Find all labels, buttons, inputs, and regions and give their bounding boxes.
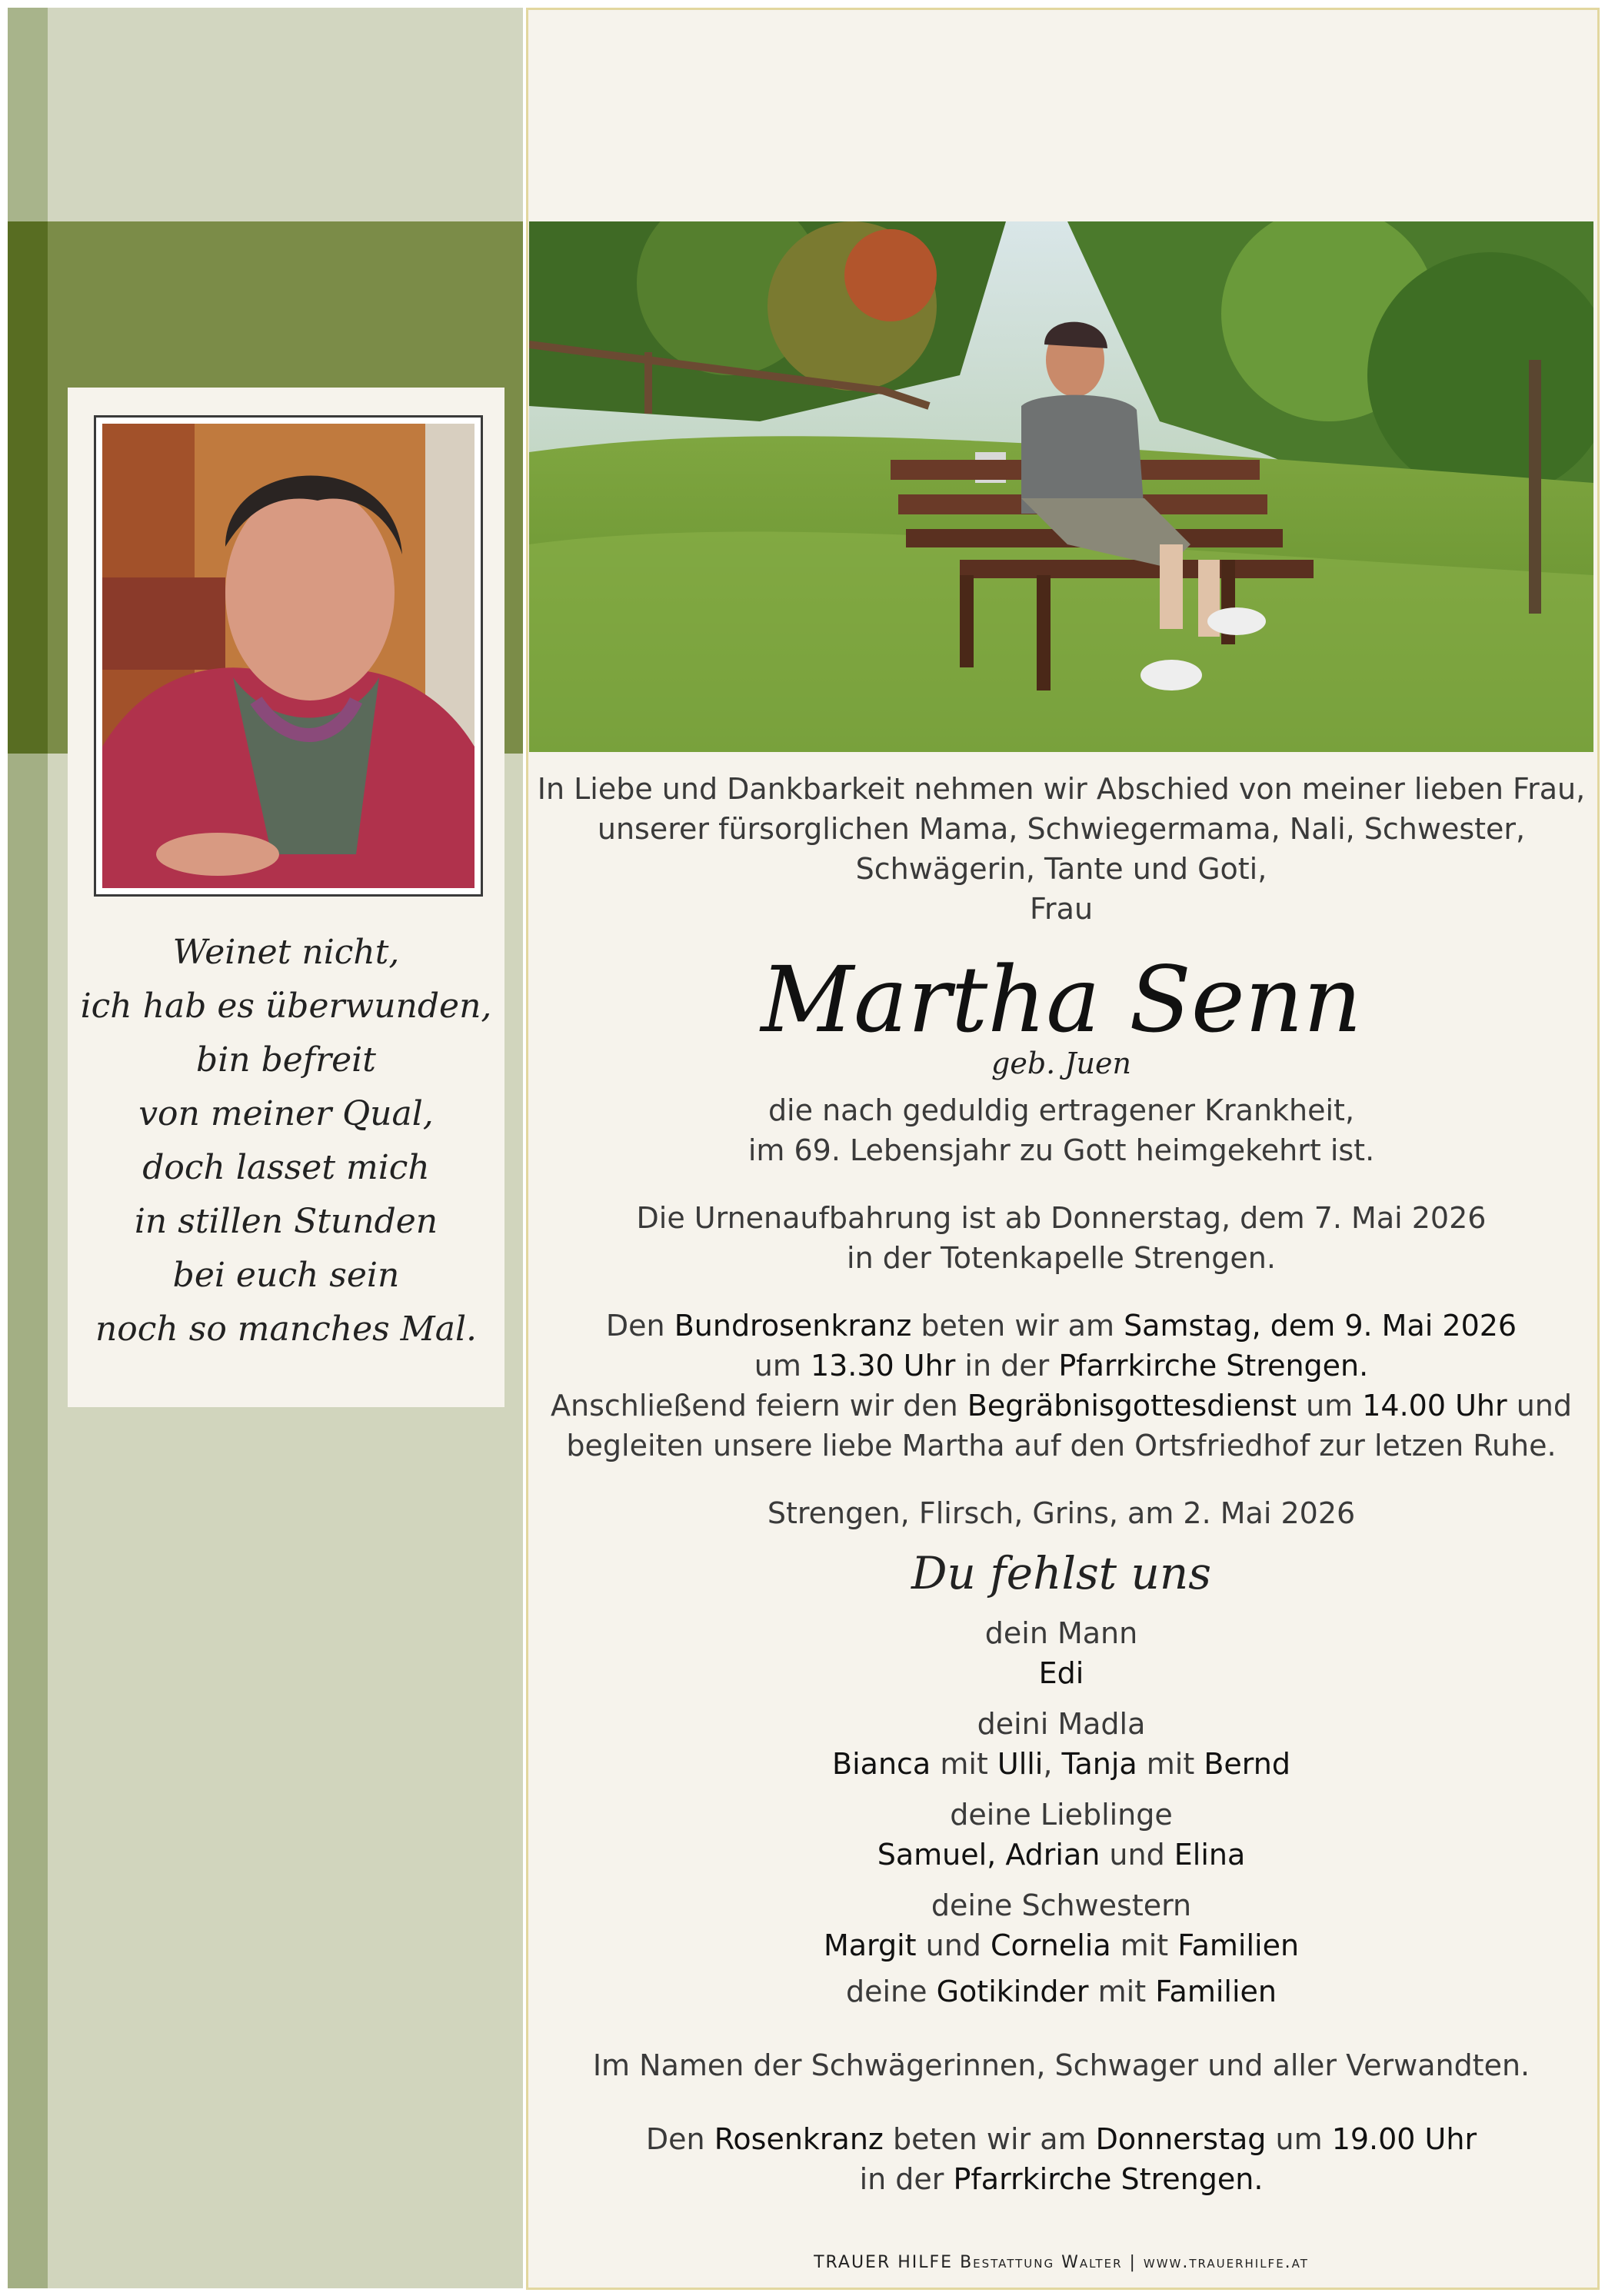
obituary-text (529, 769, 1593, 2199)
deceased-name: Martha Senn (761, 947, 1362, 1053)
poem-line: doch lasset mich (142, 1148, 430, 1187)
viewing-line: in der Totenkapelle Strengen. (847, 1241, 1276, 1275)
family-label: deine Lieblinge (950, 1798, 1173, 1832)
family-label: deine Schwestern (931, 1888, 1192, 1922)
poem (68, 926, 504, 1356)
service-line: um 13.30 Uhr in der Pfarrkirche Strengen. (754, 1349, 1369, 1383)
intro-line: In Liebe und Dankbarkeit nehmen wir Abschied von meiner lieben Frau, (537, 772, 1586, 806)
viewing-line: Die Urnenaufbahrung ist ab Donnerstag, dem 7. Mai 2026 (636, 1201, 1487, 1235)
family-names: Margit und Cornelia mit Familien (823, 1928, 1300, 1962)
rosary-line: in der Pfarrkirche Strengen. (859, 2162, 1264, 2196)
family-names: deine Gotikinder mit Familien (846, 1975, 1277, 2008)
family-label: dein Mann (984, 1616, 1138, 1650)
place-date: Strengen, Flirsch, Grins, am 2. Mai 2026 (767, 1496, 1356, 1530)
intro-line: Schwägerin, Tante und Goti, (855, 852, 1267, 886)
poem-line: ich hab es überwunden, (80, 987, 492, 1026)
service-line: begleiten unsere liebe Martha auf den Ortsfriedhof zur letzen Ruhe. (566, 1429, 1557, 1462)
passing-line: im 69. Lebensjahr zu Gott heimgekehrt ist. (748, 1133, 1375, 1167)
poem-line: Weinet nicht, (172, 933, 400, 972)
band-bottom-thin (8, 754, 48, 2288)
poem-line: bei euch sein (172, 1256, 400, 1295)
family-names: Samuel, Adrian und Elina (877, 1838, 1246, 1872)
miss-heading: Du fehlst uns (911, 1547, 1211, 1599)
intro-line: Frau (1029, 892, 1094, 926)
poem-line: bin befreit (196, 1040, 376, 1080)
portrait-photo (102, 424, 475, 888)
poem-line: noch so manches Mal. (95, 1309, 478, 1349)
service-line: Anschließend feiern wir den Begräbnisgottesdienst um 14.00 Uhr und (550, 1389, 1573, 1423)
portrait-card (68, 388, 504, 1407)
family-names: Bianca mit Ulli, Tanja mit Bernd (832, 1747, 1290, 1781)
relatives-line: Im Namen der Schwägerinnen, Schwager und aller Verwandten. (592, 2048, 1530, 2082)
service-line: Den Bundrosenkranz beten wir am Samstag, dem 9. Mai 2026 (605, 1309, 1517, 1343)
bench-photo (529, 221, 1593, 752)
rosary-line: Den Rosenkranz beten wir am Donnerstag um 19.00 Uhr (645, 2122, 1477, 2156)
poem-line: von meiner Qual, (138, 1094, 434, 1133)
band-top-thin (8, 8, 48, 221)
band-middle-thin (8, 221, 48, 754)
band-top-wide (48, 8, 523, 221)
birth-name: geb. Juen (991, 1047, 1131, 1080)
intro-line: unserer fürsorglichen Mama, Schwiegermama, Nali, Schwester, (597, 812, 1526, 846)
family-label: deini Madla (977, 1707, 1146, 1741)
family-names: Edi (1038, 1656, 1084, 1690)
poem-line: in stillen Stunden (134, 1202, 438, 1241)
portrait-frame (94, 415, 483, 897)
passing-line: die nach geduldig ertragener Krankheit, (768, 1093, 1355, 1127)
footer-credit: TRAUER HILFE Bestattung Walter | www.trauerhilfe.at (814, 2253, 1309, 2272)
